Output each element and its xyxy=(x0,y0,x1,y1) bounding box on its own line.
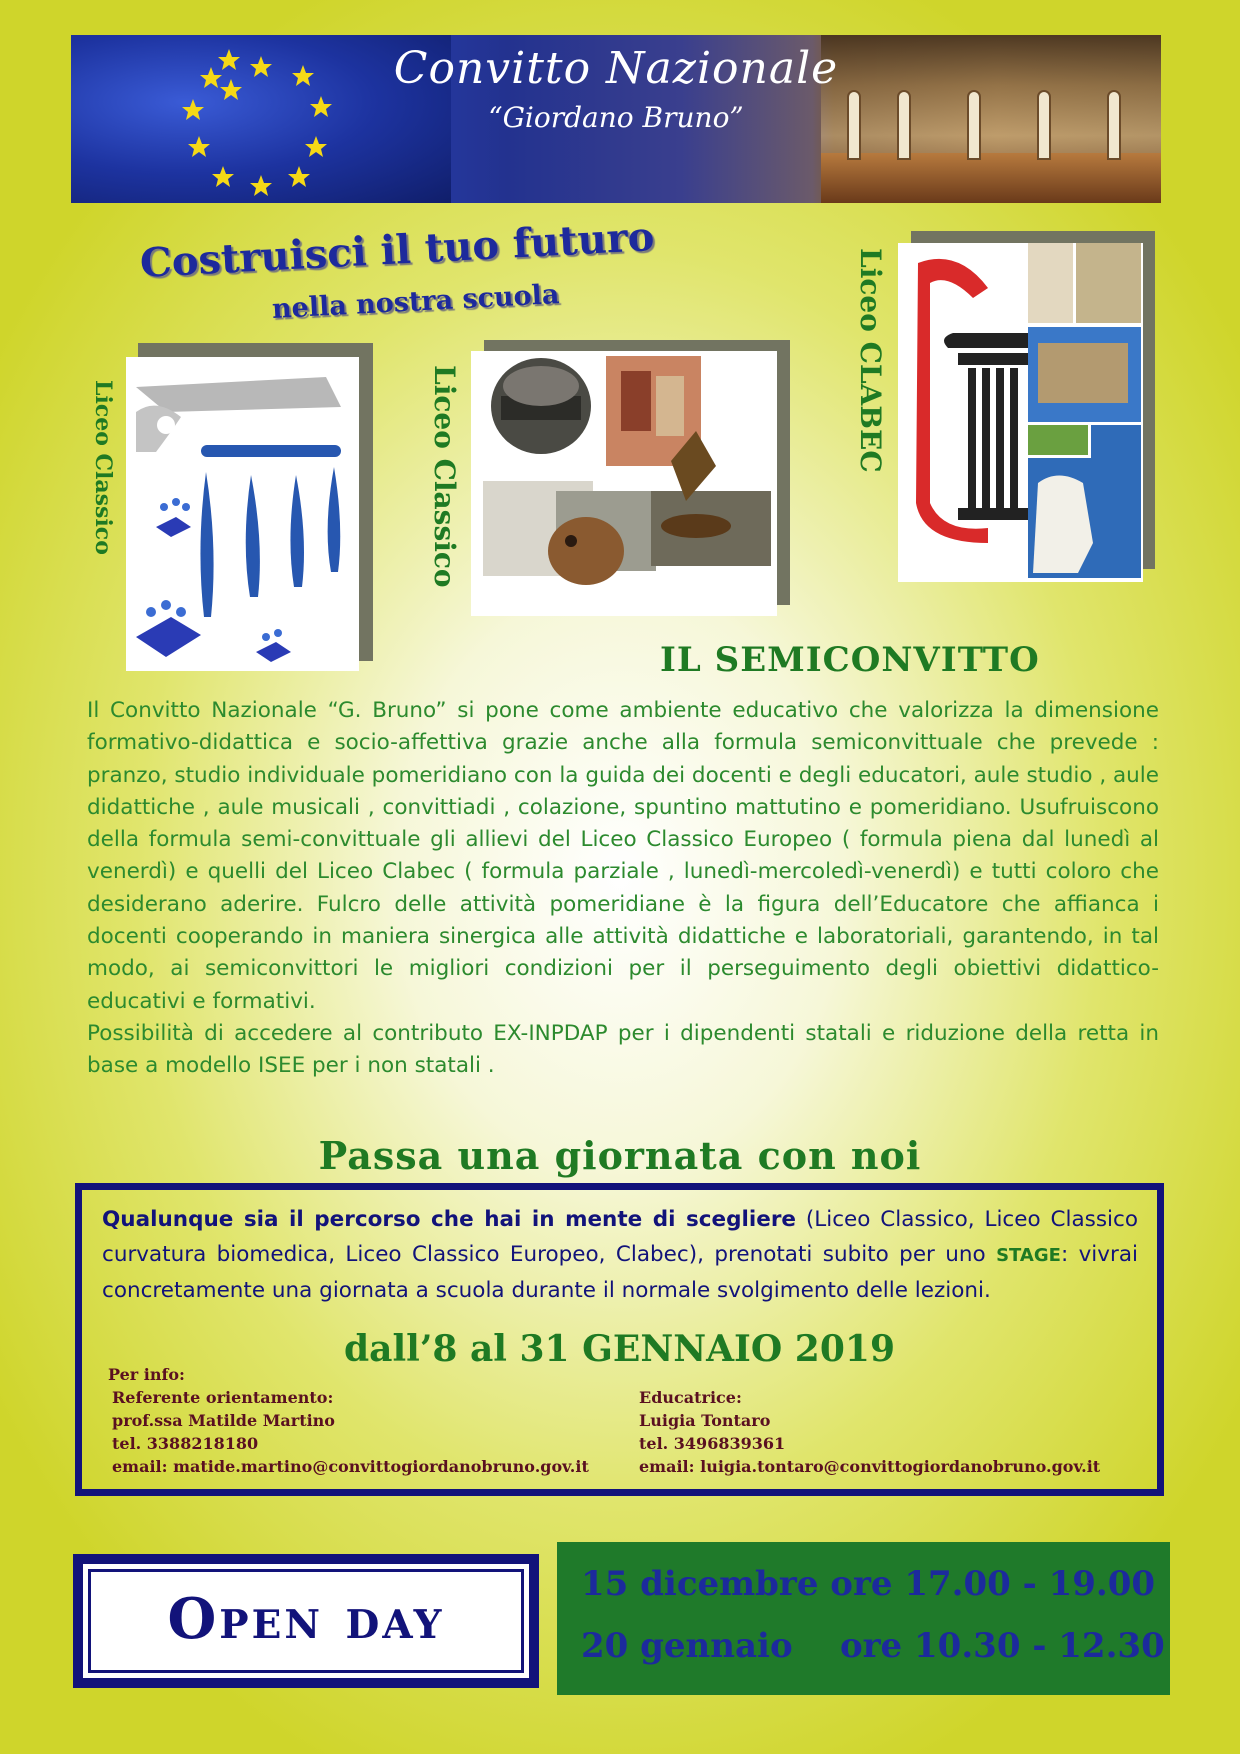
open-day-dates-box xyxy=(557,1542,1170,1695)
stage-text-part: : vivrai concretamente una giornata a scuola durante il normale svolgimento delle lezioni. xyxy=(102,1242,1138,1303)
open-day-label: Open day xyxy=(167,1586,445,1652)
contact-role: Referente orientamento: xyxy=(112,1388,334,1407)
contact-referente xyxy=(112,1386,589,1478)
contact-email[interactable]: email: luigia.tontaro@convittogiordanobruno.gov.it xyxy=(639,1457,1101,1476)
open-day-date: 15 dicembre ore 17.00 - 19.00 xyxy=(581,1564,1156,1604)
hallway-arch xyxy=(967,90,981,160)
header-banner xyxy=(71,35,1161,203)
hallway-floor xyxy=(821,153,1161,203)
classical-collage-image xyxy=(471,351,777,616)
semiconvitto-paragraph: Possibilità di accedere al contributo EX-INPDAP per i dipendenti statali e riduzione della retta in base a modello ISEE per i non statali . xyxy=(87,1020,1159,1079)
collage-icon xyxy=(471,351,777,616)
clabec-logo-icon xyxy=(898,243,1143,582)
hallway-arch xyxy=(1037,90,1051,160)
contact-role: Educatrice: xyxy=(639,1388,742,1407)
hallway-arch xyxy=(897,90,911,160)
liceo-classico-logo xyxy=(126,357,359,671)
passa-heading: Passa una giornata con noi xyxy=(318,1133,922,1178)
info-label: Per info: xyxy=(108,1365,185,1384)
semiconvitto-paragraph: Il Convitto Nazionale “G. Bruno” si pone come ambiente educativo che valorizza la dimensione formativo-didattica e socio-affettiva grazie anche alla formula semiconvittuale che prevede : pranzo, studio individuale pomeridiano con la guida dei docenti e degli educatori, aule studio , aule didattiche , aule musicali , convittiadi , colazione, spuntino mattutino e pomeridiano. Usufruiscono della formula semi-convittuale gli allievi del Liceo Classico Europeo ( formula piena dal lunedì al venerdì) e quelli del Liceo Clabec ( formula parziale , lunedì-mercoledì-venerdì) e tutti coloro che desiderano aderire. Fulcro delle attività pomeridiane è la figura dell’Educatore che affianca i docenti cooperando in maniera sinergica alle attività didattiche e laboratoriali, garantendo, in tal modo, ai semiconvittori le migliori condizioni per il perseguimento degli obiettivi didattico-educativi e formativi. xyxy=(87,698,1159,1014)
stage-dates: dall’8 al 31 GENNAIO 2019 xyxy=(344,1328,895,1370)
contact-phone[interactable]: tel. 3496839361 xyxy=(639,1434,786,1453)
contact-email[interactable]: email: matide.martino@convittogiordanobruno.gov.it xyxy=(112,1457,589,1476)
contact-name: Luigia Tontaro xyxy=(639,1411,771,1430)
semiconvitto-body xyxy=(87,695,1159,1083)
stage-info-box xyxy=(75,1183,1164,1496)
stage-text-part: (Liceo Classico, Liceo Classico curvatura biomedica, Liceo Classico Europeo, Clabec), prenotati subito per uno xyxy=(102,1207,1138,1267)
liceo-clabec-logo xyxy=(898,243,1143,582)
hallway-arch xyxy=(1107,90,1121,160)
banner-subtitle: “Giordano Bruno” xyxy=(488,101,744,134)
banner-title: Convitto Nazionale xyxy=(393,43,839,94)
liceo-clabec-label: Liceo CLABEC xyxy=(854,248,887,473)
contact-educatrice xyxy=(639,1386,1100,1478)
stage-text xyxy=(102,1202,1138,1308)
liceo-classico-label-left: Liceo Classico xyxy=(90,380,116,555)
slogan-line-2: nella nostra scuola xyxy=(271,278,561,325)
semiconvitto-heading: IL SEMICONVITTO xyxy=(660,640,1040,680)
liceo-classico-label-center: Liceo Classico xyxy=(428,365,461,588)
slogan-line-1: Costruisci il tuo futuro xyxy=(138,213,656,287)
open-day-box xyxy=(73,1554,539,1688)
open-day-date: 20 gennaio ore 10.30 - 12.30 xyxy=(581,1626,1165,1666)
classico-logo-icon xyxy=(126,357,359,671)
stage-keyword: STAGE xyxy=(996,1245,1061,1266)
contact-phone[interactable]: tel. 3388218180 xyxy=(112,1434,259,1453)
contact-name: prof.ssa Matilde Martino xyxy=(112,1411,335,1430)
stage-lead: Qualunque sia il percorso che hai in mente di scegliere xyxy=(102,1207,797,1232)
